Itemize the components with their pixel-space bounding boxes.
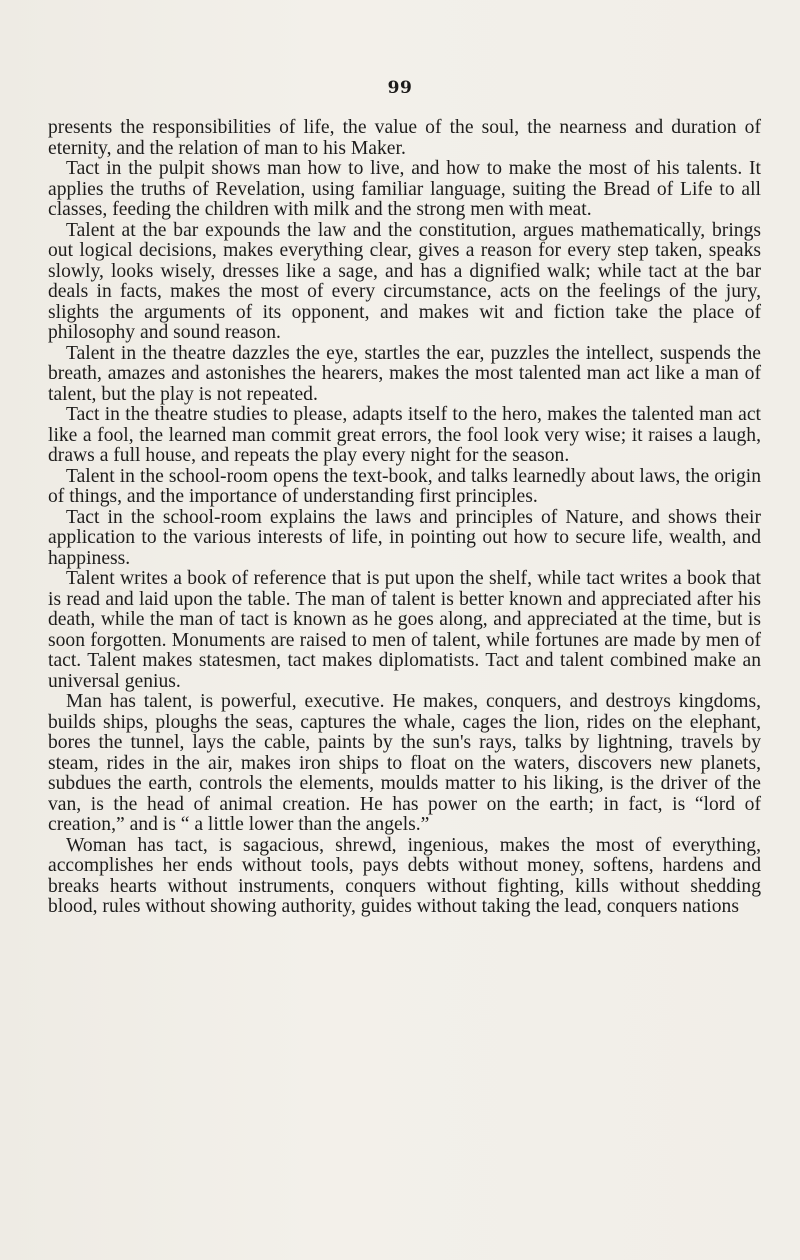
paragraph-talent-theatre: Talent in the theatre dazzles the eye, startles the ear, puzzles the intellect, suspends the breath, amazes and astonishes the hearers, makes the most talented man act like a man of talent, but the play is not repeated. bbox=[48, 342, 761, 405]
paragraph-talent-school-room: Talent in the school-room opens the text-book, and talks learnedly about laws, the origin of things, and the importance of understanding first principles. bbox=[48, 465, 761, 507]
paragraph-continuation: presents the responsibilities of life, the value of the soul, the nearness and duration of eternity, and the relation of man to his Maker. bbox=[48, 117, 761, 159]
paragraph-tact-pulpit: Tact in the pulpit shows man how to live, and how to make the most of his talents. It applies the truths of Revelation, using familiar language, suiting the Bread of Life to all classes, feeding the children with milk and the strong men with meat. bbox=[48, 158, 761, 220]
paragraph-talent-bar: Talent at the bar expounds the law and the constitution, argues mathematically, brings out logical decisions, makes everything clear, gives a reason for every step taken, speaks slowly, looks wisely, dresses like a sage, and has a dignified walk; while tact at the bar deals in facts, makes the most of every circumstance, acts on the feelings of the jury, slights the arguments of its opponent, and makes wit and fiction take the place of philosophy and sound reason. bbox=[48, 219, 761, 343]
paragraph-talent-writes: Talent writes a book of reference that is put upon the shelf, while tact writes a book that is read and laid upon the table. The man of talent is better known and appreciated after his death, while the man of tact is known as he goes along, and appreciated at the time, but is soon forgotten. Monuments are raised to men of talent, while fortunes are made by men of tact. Talent makes statesmen, tact makes diplomatists. Tact and talent combined make an universal genius. bbox=[48, 568, 761, 692]
paragraph-man-has-talent: Man has talent, is powerful, executive. He makes, conquers, and destroys kingdoms, builds ships, ploughs the seas, captures the whale, cages the lion, rides on the elephant, bores the tunnel, lays the cable, paints by the sun's rays, talks by lightning, travels by steam, rides in the air, makes iron ships to float on the waters, discovers new planets, subdues the earth, controls the elements, moulds matter to his liking, is the driver of the van, is the head of animal creation. He has power on the earth; in fact, is “lord of creation,” and is “ a little lower than the angels.” bbox=[48, 691, 761, 835]
page-text-body bbox=[48, 118, 761, 918]
paragraph-tact-theatre: Tact in the theatre studies to please, adapts itself to the hero, makes the talented man act like a fool, the learned man commit great errors, the fool look very wise; it raises a laugh, draws a full house, and repeats the play every night for the season. bbox=[48, 404, 761, 466]
paragraph-tact-school-room: Tact in the school-room explains the laws and principles of Nature, and shows their application to the various interests of life, in pointing out how to secure life, wealth, and happiness. bbox=[48, 506, 761, 569]
paragraph-woman-has-tact: Woman has tact, is sagacious, shrewd, ingenious, makes the most of everything, accomplishes her ends without tools, pays debts without money, softens, hardens and breaks hearts without instruments, conquers without fighting, kills without shedding blood, rules without showing authority, guides without taking the lead, conquers nations bbox=[48, 834, 761, 917]
page-number: 99 bbox=[387, 78, 413, 98]
